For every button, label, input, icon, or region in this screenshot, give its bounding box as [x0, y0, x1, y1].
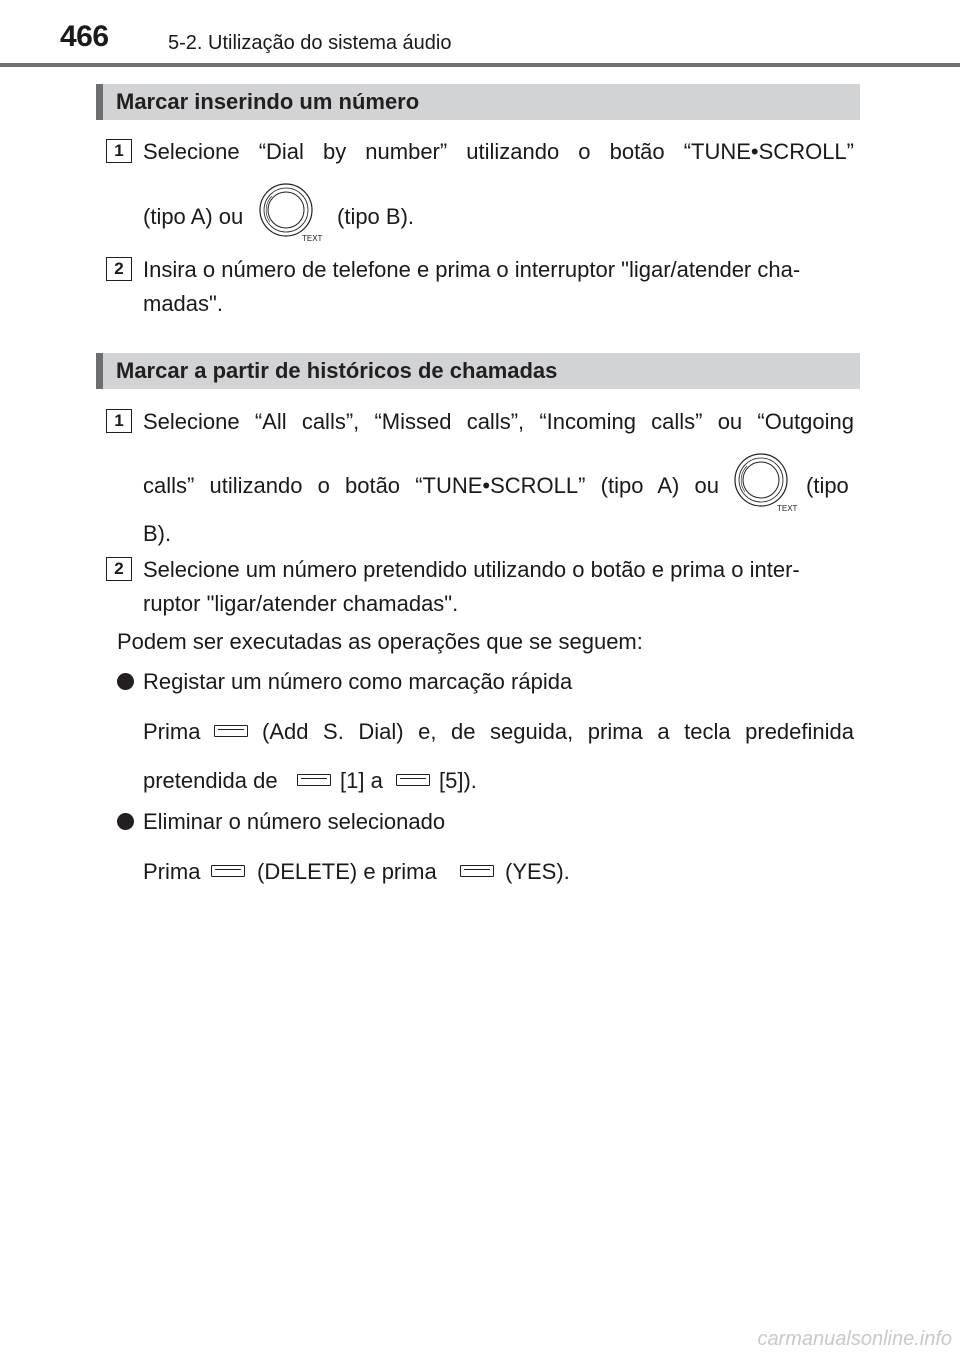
step-number-badge: 1 [106, 409, 132, 433]
screen-button-icon [211, 865, 245, 877]
page-number: 466 [60, 20, 109, 53]
step-text: ruptor "ligar/atender chamadas". [143, 591, 459, 616]
instruction-text: (Add S. Dial) e, de seguida, prima a tecla predefinida [262, 719, 854, 744]
page-header [0, 0, 960, 68]
tune-knob-icon [733, 448, 803, 514]
screen-button-icon [396, 774, 430, 786]
section-path: 5-2. Utilização do sistema áudio [168, 32, 452, 54]
instruction-text: [1] a [340, 768, 383, 793]
step-number-badge: 2 [106, 557, 132, 581]
step-text: calls” utilizando o botão “TUNE•SCROLL” (tipo A) ou [143, 473, 719, 498]
step-text: B). [143, 521, 172, 546]
bullet-icon [117, 813, 134, 830]
screen-button-icon [460, 865, 494, 877]
instruction-text: (DELETE) e prima [257, 859, 437, 884]
knob-label: TEXT [777, 504, 798, 513]
step-text: Selecione “All calls”, “Missed calls”, “Incoming calls” ou “Outgoing [143, 409, 854, 434]
operations-intro: Podem ser executadas as operações que se seguem: [117, 629, 643, 654]
header-rule [0, 63, 960, 67]
step-number-badge: 2 [106, 257, 132, 281]
instruction-text: Prima [143, 859, 201, 884]
step-text: (tipo [806, 473, 849, 498]
tune-knob-icon [258, 178, 328, 244]
step-text: Selecione “Dial by number” utilizando o botão “TUNE•SCROLL” [143, 139, 854, 164]
knob-label: TEXT [302, 234, 323, 243]
screen-button-icon [214, 725, 248, 737]
watermark: carmanualsonline.info [757, 1328, 952, 1350]
screen-button-icon [297, 774, 331, 786]
step-text: Selecione um número pretendido utilizando o botão e prima o inter- [143, 557, 800, 582]
instruction-text: (YES). [505, 859, 570, 884]
bullet-title: Eliminar o número selecionado [143, 809, 446, 834]
bullet-icon [117, 673, 134, 690]
section-heading-text: Marcar a partir de históricos de chamadas [116, 358, 558, 383]
step-text: madas". [143, 291, 223, 316]
section-heading-call-history [96, 353, 860, 389]
step-number-badge: 1 [106, 139, 132, 163]
step-text: (tipo A) ou [143, 204, 244, 229]
bullet-title: Registar um número como marcação rápida [143, 669, 573, 694]
section-heading-text: Marcar inserindo um número [116, 89, 420, 114]
instruction-text: [5]). [439, 768, 477, 793]
instruction-text: pretendida de [143, 768, 278, 793]
instruction-text: Prima [143, 719, 201, 744]
step-text: (tipo B). [337, 204, 415, 229]
step-text: Insira o número de telefone e prima o interruptor "ligar/atender cha- [143, 257, 801, 282]
section-heading-dial-by-number [96, 84, 860, 120]
